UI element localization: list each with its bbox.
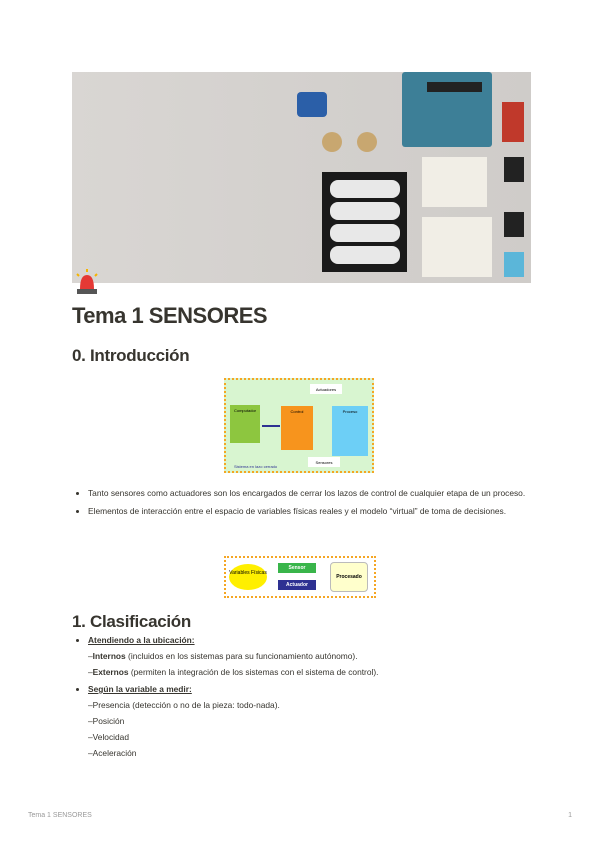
list-item: • Según la variable a medir: –Presencia (detección o no de la pieza: todo-nada). –Posición –Velocidad –Aceleración	[88, 683, 543, 760]
page-title: Tema 1 SENSORES	[72, 303, 268, 328]
closed-loop-diagram	[224, 378, 374, 473]
diagram-caption: Sistema en lazo cerrado	[234, 464, 278, 469]
section-heading-classification: 1. Clasificación	[72, 612, 191, 631]
classification-list	[72, 634, 543, 764]
section-heading-intro: 0. Introducción	[72, 346, 190, 365]
cover-image	[72, 72, 531, 283]
processor-box: Procesado	[330, 562, 368, 592]
page-number: 1	[568, 812, 572, 819]
intro-bullets	[72, 487, 543, 522]
siren-icon	[74, 269, 100, 297]
list-item: • Atendiendo a la ubicación: –Internos (incluidos en los sistemas para su funcionamiento autónomo). –Externos (permiten la integración de los sistemas con el sistema de control).	[88, 634, 543, 679]
electronics-photo	[72, 72, 531, 283]
footer-title: Tema 1 SENSORES	[28, 812, 92, 819]
list-item: • Elementos de interacción entre el espacio de variables físicas reales y el modelo “virtual” de toma de decisiones.	[88, 505, 543, 519]
sensor-actuator-diagram	[224, 556, 376, 598]
actuator-box: Actuador	[278, 580, 316, 590]
list-item: • Tanto sensores como actuadores son los encargados de cerrar los lazos de control de cualquier etapa de un proceso.	[88, 487, 543, 501]
sensors-box: Sensores	[308, 457, 340, 467]
process-box: Proceso	[332, 406, 368, 456]
actuators-box: Actuadores	[310, 384, 342, 394]
control-box: Control	[281, 406, 313, 450]
physical-variables-cloud: Variables Físicas	[229, 564, 267, 590]
computer-box: Computador	[230, 405, 260, 443]
sensor-box: Sensor	[278, 563, 316, 573]
